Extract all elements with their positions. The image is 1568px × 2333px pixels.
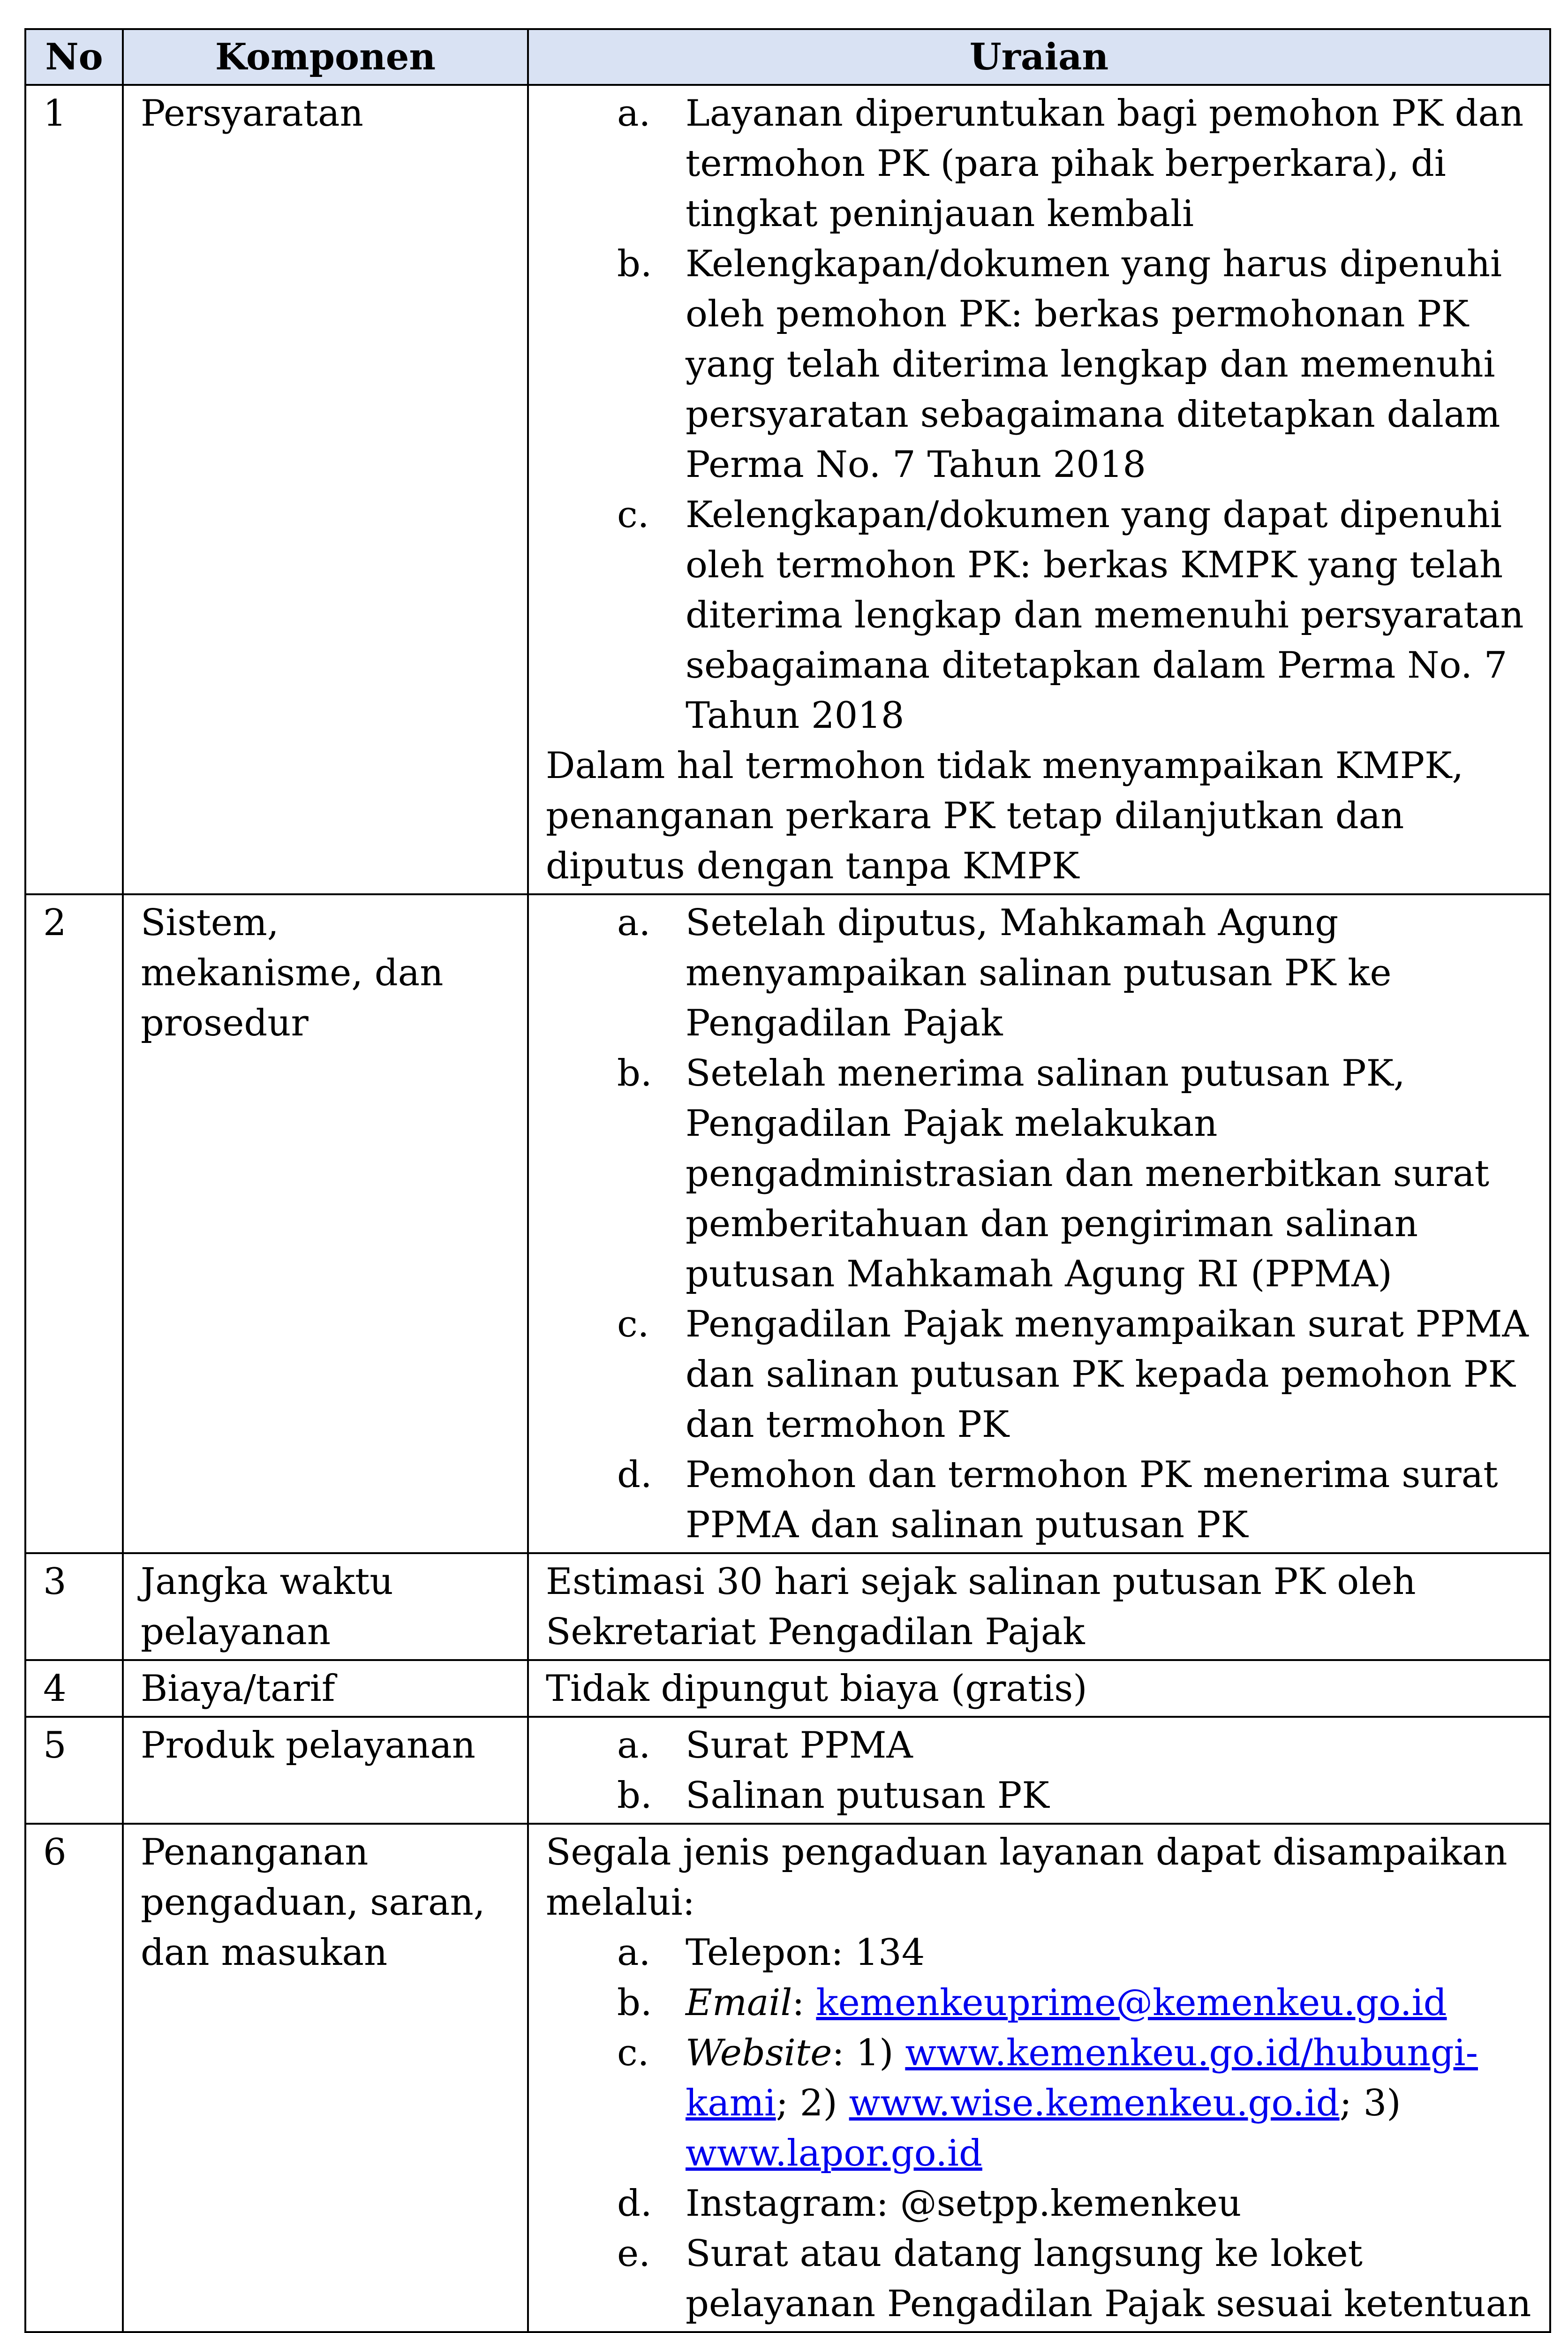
row-komponen: Persyaratan — [123, 85, 528, 894]
website-link-kemenkeu[interactable]: www.kemenkeu.go.id/hubungi-kami — [686, 2032, 1478, 2124]
list-item-text: Pemohon dan termohon PK menerima surat PPMA dan salinan putusan PK — [686, 1454, 1498, 1546]
list-item-text: Setelah diputus, Mahkamah Agung menyampaikan salinan putusan PK ke Pengadilan Pajak — [686, 902, 1392, 1044]
letter-item — [546, 2229, 1532, 2329]
table-row — [25, 85, 1550, 894]
list-item-text: Surat PPMA — [686, 1724, 913, 1767]
row-uraian: Tidak dipungut biaya (gratis) — [528, 1660, 1550, 1717]
table-row — [25, 1553, 1550, 1660]
table-row — [25, 1824, 1550, 2332]
instagram-text: Instagram: @setpp.kemenkeu — [686, 2182, 1242, 2225]
letter-text: Surat atau datang langsung ke loket pelayanan Pengadilan Pajak sesuai ketentuan — [686, 2233, 1531, 2325]
list-item — [546, 1721, 1532, 1771]
list-marker: d. — [617, 2182, 652, 2225]
website-item — [546, 2028, 1532, 2179]
list-marker: b. — [617, 1052, 652, 1095]
list-marker: a. — [617, 1932, 651, 1974]
list-item-text: Kelengkapan/dokumen yang harus dipenuhi oleh pemohon PK: berkas permohonan PK yang telah diterima lengkap dan memenuhi persyaratan sebagaimana ditetapkan dalam Perma No. 7 Tahun 2018 — [686, 243, 1502, 486]
list-item — [546, 1450, 1532, 1550]
row-uraian — [528, 894, 1550, 1553]
row-number: 3 — [25, 1553, 123, 1660]
website-separator-2: ; 2) — [776, 2082, 849, 2124]
website-link-lapor[interactable]: www.lapor.go.id — [686, 2132, 982, 2174]
uraian-list — [546, 89, 1532, 741]
list-item — [546, 1771, 1532, 1821]
table-header-row — [25, 29, 1550, 85]
list-marker: d. — [617, 1454, 652, 1496]
list-item-text: Pengadilan Pajak menyampaikan surat PPMA dan salinan putusan PK kepada pemohon PK dan termohon PK — [686, 1303, 1529, 1446]
uraian-list — [546, 898, 1532, 1550]
row-uraian — [528, 85, 1550, 894]
table-row — [25, 1717, 1550, 1824]
row-number: 6 — [25, 1824, 123, 2332]
header-komponen: Komponen — [123, 29, 528, 85]
list-marker: c. — [617, 494, 649, 536]
phone-item — [546, 1928, 1532, 1978]
instagram-item — [546, 2179, 1532, 2229]
service-standard-table — [24, 28, 1551, 2333]
list-item-text: Kelengkapan/dokumen yang dapat dipenuhi oleh termohon PK: berkas KMPK yang telah diterima lengkap dan memenuhi persyaratan sebagaimana ditetapkan dalam Perma No. 7 Tahun 2018 — [686, 494, 1524, 737]
row-uraian — [528, 1717, 1550, 1824]
row-komponen: Sistem, mekanisme, dan prosedur — [123, 894, 528, 1553]
row-number: 1 — [25, 85, 123, 894]
list-item — [546, 1049, 1532, 1299]
list-item — [546, 239, 1532, 490]
email-item — [546, 1978, 1532, 2028]
list-item-text: Salinan putusan PK — [686, 1774, 1049, 1817]
list-item — [546, 898, 1532, 1049]
list-item — [546, 490, 1532, 741]
row-komponen: Penanganan pengaduan, saran, dan masukan — [123, 1824, 528, 2332]
list-item-text: Setelah menerima salinan putusan PK, Pengadilan Pajak melakukan pengadministrasian dan menerbitkan surat pemberitahuan dan pengiriman salinan putusan Mahkamah Agung RI (PPMA) — [686, 1052, 1490, 1295]
list-marker: a. — [617, 1724, 651, 1767]
list-marker: c. — [617, 1303, 649, 1345]
email-separator: : — [792, 1982, 816, 2024]
row-uraian — [528, 1824, 1550, 2332]
complaint-channel-list — [546, 1928, 1532, 2329]
phone-text: Telepon: 134 — [686, 1932, 925, 1974]
uraian-note: Dalam hal termohon tidak menyampaikan KMPK, penanganan perkara PK tetap dilanjutkan dan diputus dengan tanpa KMPK — [546, 745, 1464, 887]
list-item — [546, 1299, 1532, 1450]
list-marker: b. — [617, 1774, 652, 1817]
row-uraian: Estimasi 30 hari sejak salinan putusan PK oleh Sekretariat Pengadilan Pajak — [528, 1553, 1550, 1660]
website-link-wise[interactable]: www.wise.kemenkeu.go.id — [849, 2082, 1340, 2124]
row-komponen: Produk pelayanan — [123, 1717, 528, 1824]
list-marker: c. — [617, 2032, 649, 2074]
list-marker: a. — [617, 92, 651, 135]
row-number: 2 — [25, 894, 123, 1553]
row-number: 5 — [25, 1717, 123, 1824]
row-number: 4 — [25, 1660, 123, 1717]
list-marker: e. — [617, 2233, 650, 2275]
list-marker: a. — [617, 902, 651, 944]
complaint-intro: Segala jenis pengaduan layanan dapat disampaikan melalui: — [546, 1831, 1508, 1924]
row-komponen: Jangka waktu pelayanan — [123, 1553, 528, 1660]
email-label: Email — [686, 1982, 792, 2024]
table-row — [25, 1660, 1550, 1717]
list-marker: b. — [617, 243, 652, 285]
row-komponen: Biaya/tarif — [123, 1660, 528, 1717]
email-link[interactable]: kemenkeuprime@kemenkeu.go.id — [816, 1982, 1447, 2024]
header-no: No — [25, 29, 123, 85]
table-row — [25, 894, 1550, 1553]
list-marker: b. — [617, 1982, 652, 2024]
website-label: Website — [686, 2032, 832, 2074]
website-separator-3: ; 3) — [1339, 2082, 1401, 2124]
website-separator-1: : 1) — [832, 2032, 905, 2074]
header-uraian: Uraian — [528, 29, 1550, 85]
list-item — [546, 89, 1532, 239]
uraian-list — [546, 1721, 1532, 1821]
list-item-text: Layanan diperuntukan bagi pemohon PK dan termohon PK (para pihak berperkara), di tingkat peninjauan kembali — [686, 92, 1524, 235]
